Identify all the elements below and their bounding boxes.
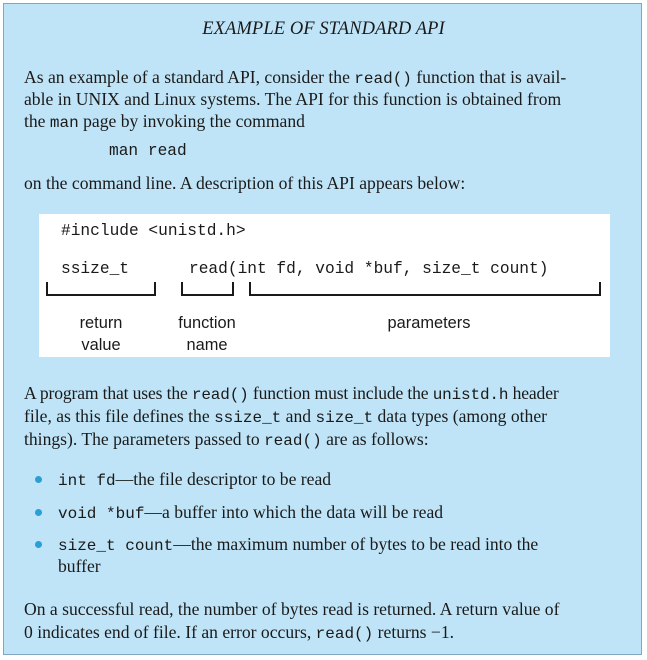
closing-line-1: On a successful read, the number of bytes read is returned. A return value of [24, 599, 560, 619]
inline-code: read() [191, 386, 249, 404]
text: file, as this file defines the [24, 406, 215, 426]
text: the [24, 111, 50, 131]
return-value-bracket [46, 282, 156, 296]
label-line: function [178, 314, 236, 332]
function-name-label [167, 312, 247, 356]
bullet-item-buf [58, 501, 443, 525]
box-title: EXAMPLE OF STANDARD API [202, 19, 445, 39]
inline-code: man [49, 114, 79, 132]
bullet-item-count-cont: buffer [58, 556, 101, 576]
bullet-item-count [58, 533, 538, 557]
program-line-3 [24, 428, 429, 452]
inline-code: unistd.h [432, 386, 509, 404]
return-value-label [61, 312, 141, 356]
text: 0 indicates end of file. If an error occurs, [24, 622, 316, 642]
inline-code: read() [315, 625, 374, 643]
text: things). The parameters passed to [24, 429, 265, 449]
text: function must include the [248, 383, 433, 403]
api-code-box [39, 214, 610, 357]
bullet-icon [35, 541, 42, 548]
text: —a buffer into which the data will be read [144, 502, 444, 522]
text: A program that uses the [24, 383, 192, 403]
return-type: ssize_t [61, 260, 129, 278]
function-signature: read(int fd, void *buf, size_t count) [189, 260, 549, 278]
inline-code: size_t count [58, 537, 174, 555]
bullet-item-fd [58, 468, 331, 492]
inline-code: int fd [58, 472, 116, 490]
intro-line-1 [24, 66, 566, 90]
inline-code: void *buf [58, 505, 145, 523]
bullet-icon [35, 509, 42, 516]
command-example: man read [109, 142, 187, 160]
function-name-bracket [181, 282, 234, 296]
inline-code: ssize_t [214, 409, 282, 427]
label-line: return [79, 314, 123, 332]
include-line: #include <unistd.h> [61, 222, 246, 240]
text: returns −1. [373, 622, 455, 642]
text: are as follows: [321, 429, 429, 449]
intro-line-3 [24, 110, 305, 134]
parameters-label: parameters [387, 314, 471, 332]
inline-code: size_t [315, 409, 374, 427]
intro-line-2: able in UNIX and Linux systems. The API for this function is obtained from [24, 89, 562, 109]
parameters-bracket [249, 282, 601, 296]
text: page by invoking the command [78, 111, 305, 131]
inline-code: read() [354, 70, 412, 88]
program-line-1 [24, 382, 559, 406]
inline-code: read() [264, 432, 322, 450]
program-line-2 [24, 405, 547, 429]
text: function that is avail- [411, 67, 567, 87]
text: As an example of a standard API, consider the [24, 67, 355, 87]
text: and [281, 406, 316, 426]
after-command-line: on the command line. A description of this API appears below: [24, 173, 466, 193]
text: —the maximum number of bytes to be read into the [173, 534, 539, 554]
text: —the file descriptor to be read [115, 469, 332, 489]
bullet-icon [35, 476, 42, 483]
label-line: value [81, 336, 121, 354]
api-example-box [3, 3, 642, 655]
text: header [508, 383, 559, 403]
closing-line-2 [24, 621, 454, 645]
label-line: name [186, 336, 228, 354]
text: data types (among other [373, 406, 548, 426]
